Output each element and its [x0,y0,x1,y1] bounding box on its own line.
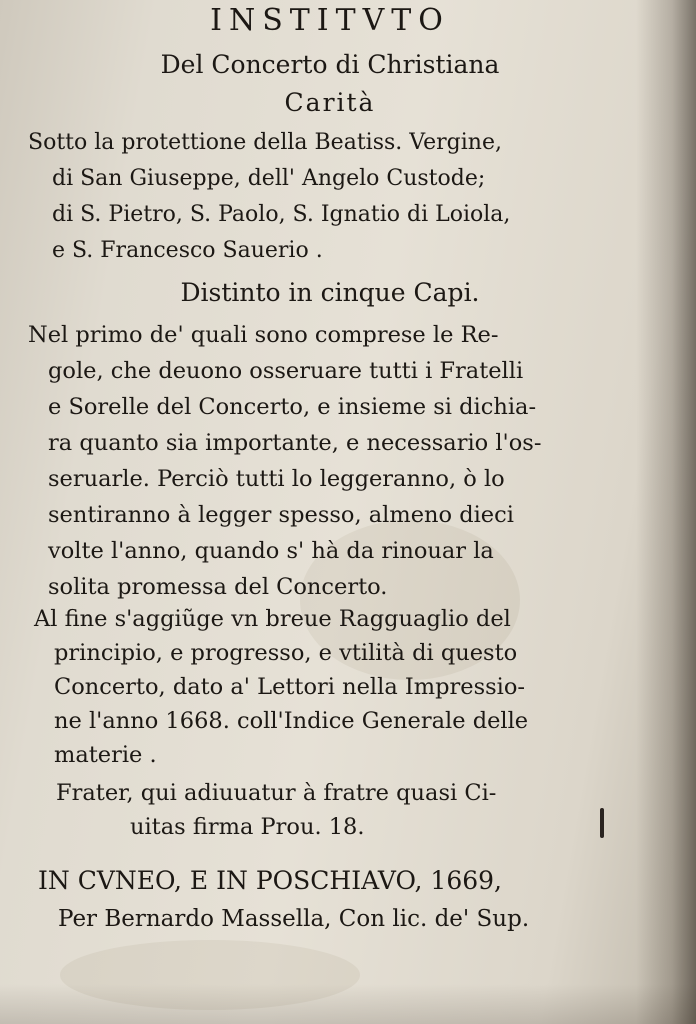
division-line: Distinto in cinque Capi. [180,278,480,307]
description-line: solita promessa del Concerto. [48,574,388,600]
description-line: Nel primo de' quali sono comprese le Re- [28,322,499,348]
appendix-line: principio, e progresso, e vtilità di questo [54,640,518,666]
book-title: INSTITVTO [210,3,450,38]
protection-line: di San Giuseppe, dell' Angelo Custode; [52,166,486,191]
description-line: e Sorelle del Concerto, e insieme si dichia- [48,394,537,420]
imprint-printer: Per Bernardo Massella, Con lic. de' Sup. [58,906,530,932]
description-line: volte l'anno, quando s' hà da rinouar la [48,538,494,564]
protection-line: Sotto la protettione della Beatiss. Vergine, [28,130,502,155]
description-line: sentiranno à legger spesso, almeno dieci [48,502,514,528]
protection-line: e S. Francesco Sauerio . [52,238,323,263]
page-bottom-shadow [0,984,696,1024]
appendix-line: ne l'anno 1668. coll'Indice Generale delle [54,708,529,734]
protection-line: di S. Pietro, S. Paolo, S. Ignatio di Loiola, [52,202,511,227]
motto-line: uitas firma Prou. 18. [130,814,365,840]
imprint-place-date: IN CVNEO, E IN POSCHIAVO, 1669, [38,866,502,895]
appendix-line: materie . [54,742,157,768]
page-edge-shadow [636,0,696,1024]
subtitle-line-2: Carità [284,88,376,117]
description-line: gole, che deuono osseruare tutti i Fratelli [48,358,524,384]
subtitle-line-1: Del Concerto di Christiana [160,50,500,79]
appendix-line: Concerto, dato a' Lettori nella Impressio- [54,674,526,700]
ink-mark [600,808,604,838]
motto-line: Frater, qui adiuuatur à fratre quasi Ci- [56,780,497,806]
description-line: seruarle. Perciò tutti lo leggeranno, ò lo [48,466,505,492]
appendix-line: Al fine s'aggiũge vn breue Ragguaglio del [34,606,511,632]
description-line: ra quanto sia importante, e necessario l'os- [48,430,542,456]
